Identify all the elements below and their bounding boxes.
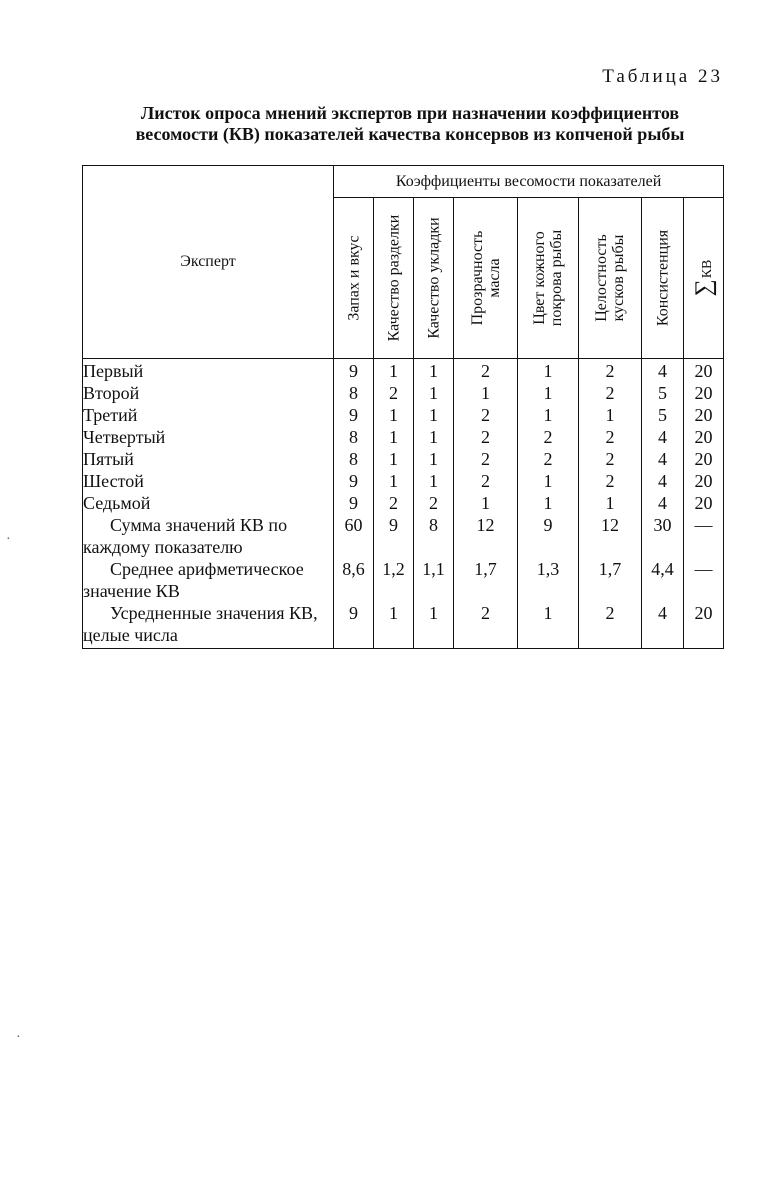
table-row	[83, 448, 724, 470]
header-col-smell-taste	[334, 198, 374, 359]
row-label: Пятый	[83, 448, 334, 470]
header-col-cutting-quality	[374, 198, 414, 359]
header-expert: Эксперт	[83, 166, 334, 359]
cell-value: 20	[684, 602, 724, 649]
title-line-2: весомости (КВ) показателей качества консервов из копченой рыбы	[135, 124, 685, 144]
cell-value: 2	[579, 426, 642, 448]
title-line-1: Листок опроса мнений экспертов при назначении коэффициентов	[140, 103, 680, 123]
cell-value: 2	[579, 359, 642, 383]
cell-value: 8	[334, 382, 374, 404]
cell-value: 1	[414, 448, 454, 470]
cell-value: 20	[684, 404, 724, 426]
table-row	[83, 382, 724, 404]
cell-value: 2	[454, 404, 518, 426]
cell-value: 9	[374, 514, 414, 558]
cell-value: 5	[642, 404, 684, 426]
cell-value: 20	[684, 426, 724, 448]
row-label: Шестой	[83, 470, 334, 492]
row-label: Седьмой	[83, 492, 334, 514]
row-label: Среднее арифметическое значение КВ	[83, 558, 334, 602]
cell-value: 1	[414, 602, 454, 649]
header-col-oil-clarity	[454, 198, 518, 359]
cell-value: 1	[414, 382, 454, 404]
cell-value: 8	[334, 448, 374, 470]
table-row	[83, 558, 724, 602]
header-col-label-2: покрова рыбы	[548, 229, 565, 327]
row-label: Третий	[83, 404, 334, 426]
cell-value: 1	[374, 448, 414, 470]
header-col-label-2: масла	[485, 258, 503, 298]
table-row	[83, 602, 724, 649]
cell-value: 1	[454, 382, 518, 404]
row-label: Первый	[83, 359, 334, 383]
header-col-label: Цвет кожного	[531, 231, 548, 325]
cell-value: 20	[684, 470, 724, 492]
cell-value: 2	[454, 602, 518, 649]
table-row	[83, 514, 724, 558]
cell-value: 1	[414, 426, 454, 448]
header-col-packing-quality	[414, 198, 454, 359]
cell-value: 4,4	[642, 558, 684, 602]
header-col-label-2: кусков рыбы	[610, 234, 627, 322]
cell-value: 1,7	[579, 558, 642, 602]
cell-value: 1	[518, 382, 579, 404]
table-title	[60, 103, 760, 145]
header-col-piece-integrity	[579, 198, 642, 359]
cell-value: 1	[579, 404, 642, 426]
header-col-label: Запах и вкус	[345, 235, 362, 321]
cell-value: 4	[642, 470, 684, 492]
header-col-label: Качество укладки	[425, 217, 442, 339]
cell-value: 60	[334, 514, 374, 558]
cell-value: 9	[334, 492, 374, 514]
header-col-label: Целостность	[593, 234, 610, 322]
cell-value: 8,6	[334, 558, 374, 602]
cell-value: 1	[454, 492, 518, 514]
header-col-consistency	[642, 198, 684, 359]
sigma-symbol: ∑	[690, 279, 717, 297]
cell-value: 2	[454, 448, 518, 470]
cell-value: 4	[642, 448, 684, 470]
cell-value: 1,2	[374, 558, 414, 602]
cell-value: 8	[414, 514, 454, 558]
cell-value: 1	[414, 359, 454, 383]
cell-value: 2	[518, 448, 579, 470]
cell-value: 4	[642, 602, 684, 649]
cell-value: 1	[518, 602, 579, 649]
cell-value: 9	[334, 404, 374, 426]
table-row	[83, 492, 724, 514]
cell-value: 9	[518, 514, 579, 558]
cell-value: 12	[454, 514, 518, 558]
cell-value: 2	[579, 470, 642, 492]
cell-value: 2	[518, 426, 579, 448]
cell-value: 1	[518, 359, 579, 383]
cell-value: 2	[454, 359, 518, 383]
sigma-subscript: КВ	[699, 259, 715, 279]
cell-value: —	[684, 558, 724, 602]
table-row	[83, 404, 724, 426]
table-row	[83, 470, 724, 492]
header-col-skin-color	[518, 198, 579, 359]
scan-mark: ·	[16, 1030, 21, 1045]
row-label: Второй	[83, 382, 334, 404]
cell-value: 20	[684, 382, 724, 404]
cell-value: 1	[518, 404, 579, 426]
cell-value: 20	[684, 492, 724, 514]
cell-value: 12	[579, 514, 642, 558]
cell-value: 5	[642, 382, 684, 404]
row-label: Усредненные значения КВ, целые числа	[83, 602, 334, 649]
cell-value: 1,3	[518, 558, 579, 602]
cell-value: 9	[334, 470, 374, 492]
row-label: Сумма значений КВ по каждому показателю	[83, 514, 334, 558]
cell-value: 1	[374, 426, 414, 448]
cell-value: 1	[374, 470, 414, 492]
cell-value: 2	[414, 492, 454, 514]
table-number: Таблица 23	[602, 66, 723, 87]
cell-value: 4	[642, 426, 684, 448]
cell-value: 2	[579, 382, 642, 404]
cell-value: 1	[518, 470, 579, 492]
header-col-label: Качество разделки	[385, 214, 402, 342]
cell-value: 20	[684, 359, 724, 383]
cell-value: 2	[374, 492, 414, 514]
cell-value: 4	[642, 492, 684, 514]
expert-survey-table	[82, 165, 724, 649]
cell-value: —	[684, 514, 724, 558]
cell-value: 30	[642, 514, 684, 558]
cell-value: 1	[374, 359, 414, 383]
scan-mark: ·	[6, 532, 11, 547]
header-col-label: Консистенция	[654, 229, 671, 327]
cell-value: 1	[414, 470, 454, 492]
cell-value: 1	[518, 492, 579, 514]
cell-value: 20	[684, 448, 724, 470]
cell-value: 1,1	[414, 558, 454, 602]
cell-value: 2	[374, 382, 414, 404]
cell-value: 9	[334, 359, 374, 383]
cell-value: 1	[414, 404, 454, 426]
cell-value: 2	[454, 470, 518, 492]
table-body	[83, 359, 724, 649]
cell-value: 4	[642, 359, 684, 383]
cell-value: 8	[334, 426, 374, 448]
cell-value: 9	[334, 602, 374, 649]
cell-value: 1	[374, 404, 414, 426]
table-row	[83, 359, 724, 383]
cell-value: 1,7	[454, 558, 518, 602]
header-col-label: Прозрачность	[468, 230, 486, 326]
cell-value: 2	[579, 602, 642, 649]
table-row	[83, 426, 724, 448]
cell-value: 2	[579, 448, 642, 470]
cell-value: 2	[454, 426, 518, 448]
header-col-sum	[684, 198, 724, 359]
header-group: Коэффициенты весомости показателей	[334, 166, 724, 198]
cell-value: 1	[579, 492, 642, 514]
row-label: Четвертый	[83, 426, 334, 448]
cell-value: 1	[374, 602, 414, 649]
